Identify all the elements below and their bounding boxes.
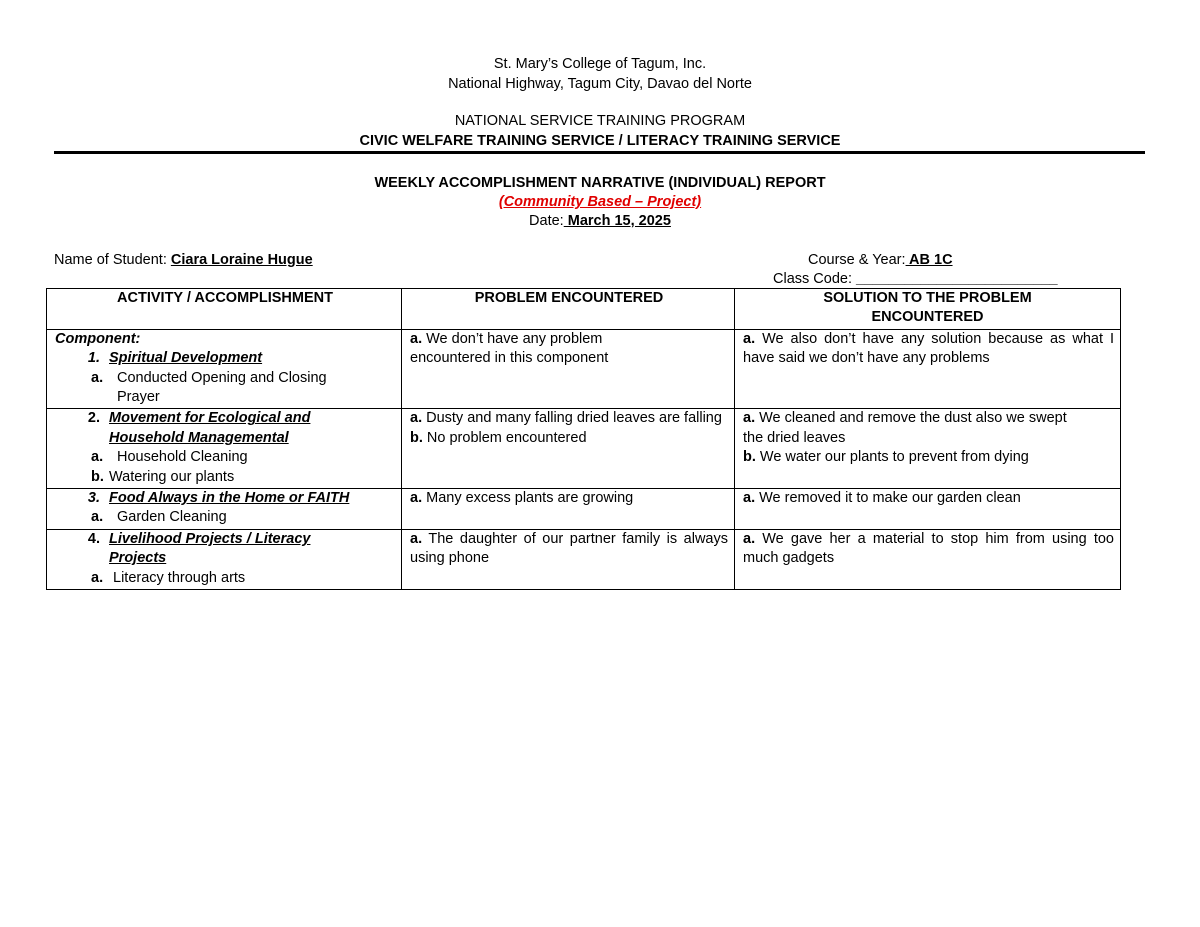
school-name: St. Mary’s College of Tagum, Inc. [493, 56, 707, 72]
activity-item [55, 349, 395, 368]
activity-item [55, 409, 395, 448]
service-name: CIVIC WELFARE TRAINING SERVICE / LITERACY TRAINING SERVICE [359, 133, 841, 149]
date-label: Date: [529, 213, 564, 229]
solution-cell [735, 329, 1121, 409]
item-title: Livelihood Projects / Literacy Projects [109, 530, 311, 567]
sub-letter: b. [91, 468, 104, 485]
item-number: 1. [87, 350, 100, 367]
course-year-value: AB 1C [905, 252, 953, 268]
sub-letter: a. [91, 509, 104, 526]
course-year-line [808, 251, 953, 270]
student-name-value: Ciara Loraine Hugue [170, 252, 313, 268]
solution-entry: a. We cleaned and remove the dust also we swept the dried leaves [743, 410, 1067, 446]
sub-text: Garden Cleaning [117, 509, 227, 526]
problem-entry: a. We don’t have any problem encountered in this component [410, 330, 609, 367]
problem-entry: a. The daughter of our partner family is always using phone [410, 530, 728, 567]
problem-cell [402, 489, 735, 530]
course-year-label: Course & Year: [808, 252, 906, 268]
table-row [47, 329, 1121, 409]
header-divider [54, 151, 1145, 154]
sub-text: Conducted Opening and Closing Prayer [117, 369, 327, 406]
item-number: 3. [87, 490, 100, 507]
sub-item [55, 448, 395, 467]
school-address: National Highway, Tagum City, Davao del Norte [448, 76, 752, 92]
date-value: March 15, 2025 [563, 213, 671, 229]
problem-cell [402, 529, 735, 589]
sub-text: Household Cleaning [117, 449, 248, 466]
student-name-line [54, 251, 313, 270]
sub-text: Literacy through arts [113, 569, 246, 586]
item-title: Movement for Ecological and Household Managemental [109, 410, 311, 446]
sub-item [55, 569, 395, 588]
component-label: Component: [55, 330, 141, 347]
program-name: NATIONAL SERVICE TRAINING PROGRAM [454, 113, 746, 129]
item-title: Food Always in the Home or FAITH [109, 490, 350, 507]
solution-entry: a. We also don’t have any solution because as what I have said we don’t have any problems [743, 330, 1114, 367]
sub-text: Watering our plants [109, 468, 235, 485]
item-number: 2. [87, 410, 100, 427]
problem-cell [402, 409, 735, 489]
header-activity: ACTIVITY / ACCOMPLISHMENT [47, 289, 402, 330]
solution-cell [735, 529, 1121, 589]
activity-cell [47, 489, 402, 530]
activity-cell [47, 529, 402, 589]
sub-letter: a. [91, 369, 104, 386]
solution-entry: a. We removed it to make our garden clean [743, 490, 1021, 507]
problem-cell [402, 329, 735, 409]
sub-item [55, 468, 395, 487]
class-code-line [773, 270, 1058, 289]
sub-item [55, 369, 395, 408]
report-date [0, 212, 1200, 231]
item-title: Spiritual Development [109, 350, 263, 367]
table-row [47, 409, 1121, 489]
activity-item [55, 489, 395, 508]
solution-entry: a. We gave her a material to stop him from using too much gadgets [743, 530, 1114, 567]
accomplishment-table [46, 288, 1121, 590]
activity-cell [47, 409, 402, 489]
table-row [47, 529, 1121, 589]
header-solution: SOLUTION TO THE PROBLEM ENCOUNTERED [735, 289, 1121, 330]
item-number: 4. [87, 530, 100, 547]
report-title: WEEKLY ACCOMPLISHMENT NARRATIVE (INDIVIDUAL) REPORT [374, 175, 826, 191]
activity-item [55, 530, 395, 569]
sub-letter: a. [91, 449, 104, 466]
student-name-label: Name of Student: [54, 252, 171, 268]
sub-letter: a. [91, 569, 104, 586]
report-subtitle: (Community Based – Project) [498, 194, 702, 210]
problem-entry: a. Many excess plants are growing [410, 490, 634, 507]
class-code-value: _________________________ [856, 271, 1058, 287]
sub-item [55, 508, 395, 527]
solution-cell [735, 409, 1121, 489]
solution-cell [735, 489, 1121, 530]
problem-entry: a. Dusty and many falling dried leaves are falling [410, 410, 722, 427]
table-row [47, 489, 1121, 530]
activity-cell [47, 329, 402, 409]
problem-entry: b. No problem encountered [410, 429, 587, 446]
solution-entry: b. We water our plants to prevent from dying [743, 449, 1029, 466]
header-problem: PROBLEM ENCOUNTERED [402, 289, 735, 330]
table-header-row [47, 289, 1121, 330]
class-code-label: Class Code: [773, 271, 857, 287]
